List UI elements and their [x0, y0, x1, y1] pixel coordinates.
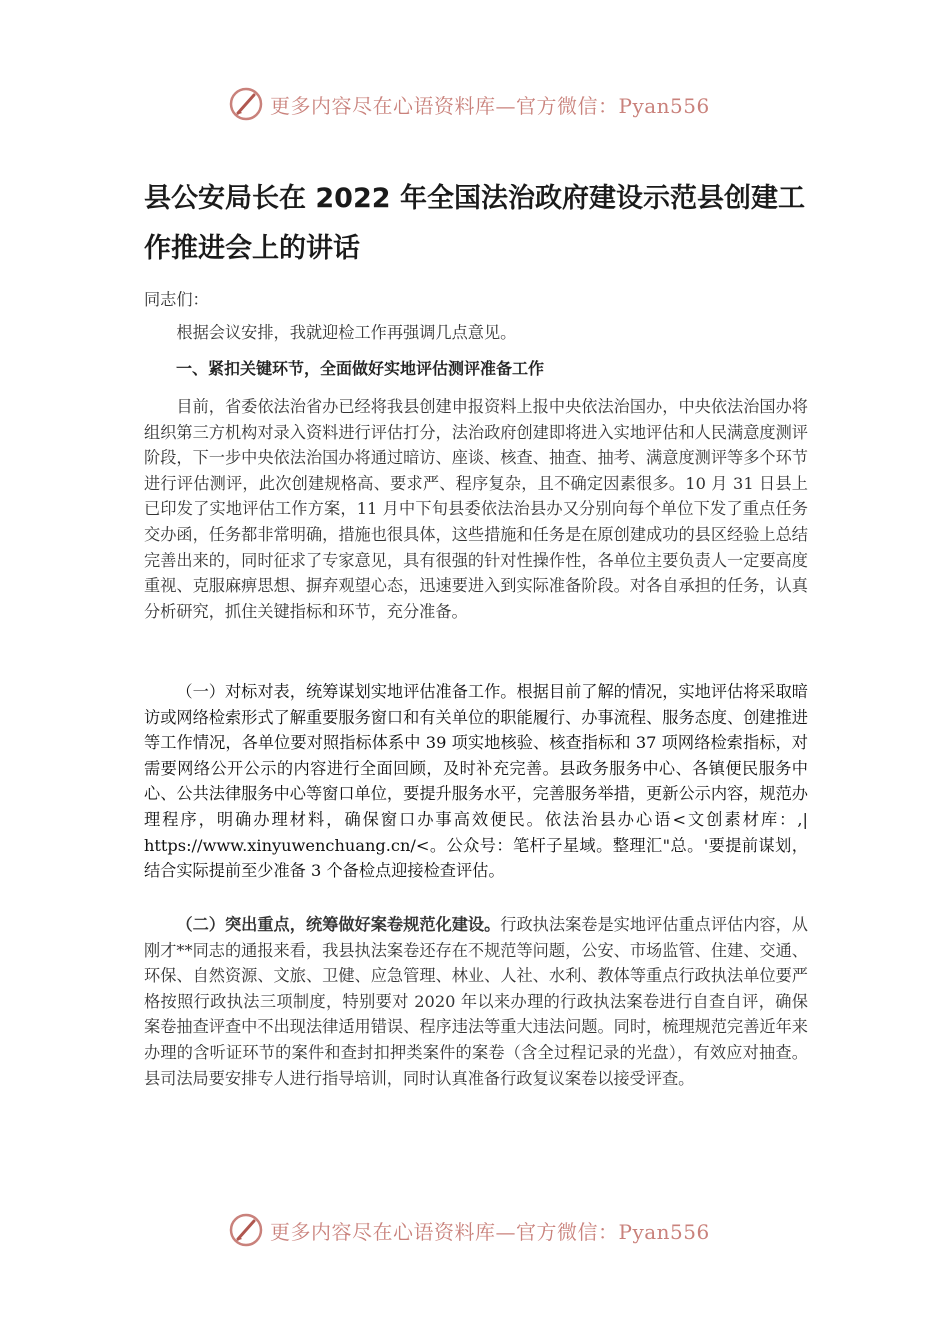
watermark-text: 更多内容尽在心语资料库—官方微信：Pyan556 [270, 93, 710, 118]
document-title: 县公安局长在 2022 年全国法治政府建设示范县创建工作推进会上的讲话 [144, 183, 805, 264]
paragraph-3 [144, 912, 808, 1091]
lead-paragraph: 根据会议安排，我就迎检工作再强调几点意见。 [176, 323, 517, 342]
section-heading-1: 一、紧扣关键环节，全面做好实地评估测评准备工作 [176, 359, 545, 378]
paragraph-1: 目前，省委依法治省办已经将我县创建申报资料上报中央依法治国办，中央依法治国办将组织第三方机构对录入资料进行评估打分，法治政府创建即将进入实地评估和人民满意度测评阶段，下一步中央依法治国办将通过暗访、座谈、核查、抽查、抽考、满意度测评等多个环节进行评估测评，此次创建规格高、要求严、程序复杂，且不确定因素很多。10 月 31 日县上已印发了实地评估工作方案，11 月中下旬县委依法治县办又分别向每个单位下发了重点任务交办函，任务都非常明确，措施也很具体，这些措施和任务是在原创建成功的县区经验上总结完善出来的，同时征求了专家意见，具有很强的针对性操作性，各单位主要负责人一定要高度重视、克服麻痹思想、摒弃观望心态，迅速要进入到实际准备阶段。对各自承担的任务，认真分析研究，抓住关键指标和环节，充分准备。 [144, 397, 808, 621]
watermark-text: 更多内容尽在心语资料库—官方微信：Pyan556 [270, 1219, 710, 1244]
paragraph-2: （一）对标对表，统筹谋划实地评估准备工作。根据目前了解的情况，实地评估将采取暗访或网络检索形式了解重要服务窗口和有关单位的职能履行、办事流程、服务态度、创建推进等工作情况，各单位要对照指标体系中 39 项实地核验、核查指标和 37 项网络检索指标，对需要网络公开公示的内容进行全面回顾，及时补充完善。县政务服务中心、各镇便民服务中心、公共法律服务中心等窗口单位，要提升服务水平，完善服务举措，更新公示内容，规范办理程序，明确办理材料，确保窗口办事高效便民。依法治县办心语<文创素材库：,| https://www.xinyuwenchuang.cn/<。公众号：笔杆子星域。整理汇"总。'要提前谋划，结合实际提前至少准备 3 个备检点迎接检查评估。 [144, 682, 808, 881]
greeting: 同志们： [144, 290, 209, 309]
watermark-header [228, 84, 748, 124]
pen-logo-icon [228, 86, 264, 122]
pen-logo-icon [228, 1212, 264, 1248]
paragraph-3-body: 行政执法案卷是实地评估重点评估内容，从刚才**同志的通报来看，我县执法案卷还存在不规范等问题，公安、市场监管、住建、交通、环保、自然资源、文旅、卫健、应急管理、林业、人社、水利、教体等重点行政执法单位要严格按照行政执法三项制度，特别要对 2020 年以来办理的行政执法案卷进行自查自评，确保案卷抽查评查中不出现法律适用错误、程序违法等重大违法问题。同时，梳理规范完善近年来办理的含听证环节的案件和查封扣押类案件的案卷（含全过程记录的光盘），有效应对抽查。县司法局要安排专人进行指导培训，同时认真准备行政复议案卷以接受评查。 [144, 915, 808, 1088]
watermark-footer [228, 1210, 748, 1250]
paragraph-3-heading: （二）突出重点，统筹做好案卷规范化建设。 [176, 915, 501, 934]
